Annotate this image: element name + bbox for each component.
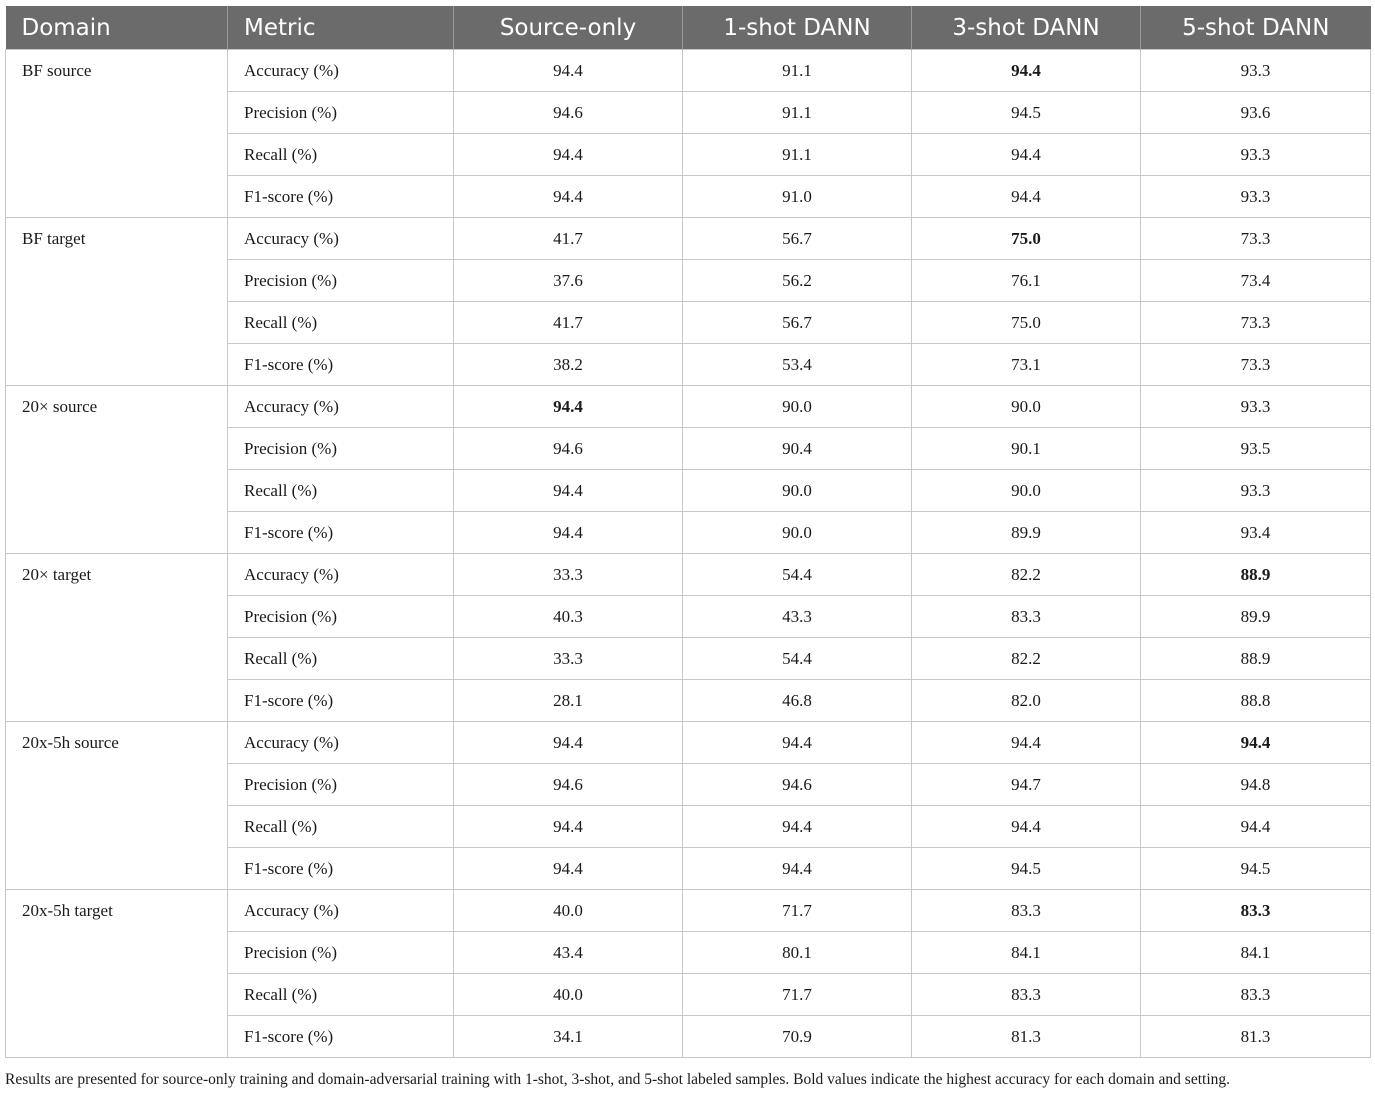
value-cell: 93.3 bbox=[1141, 470, 1371, 512]
value-cell: 91.1 bbox=[683, 50, 912, 92]
value-cell: 94.4 bbox=[454, 806, 683, 848]
value-cell: 89.9 bbox=[912, 512, 1141, 554]
metric-cell: Recall (%) bbox=[228, 302, 454, 344]
value-cell: 94.4 bbox=[1141, 722, 1371, 764]
results-table bbox=[5, 6, 1371, 1058]
metric-cell: F1-score (%) bbox=[228, 680, 454, 722]
metric-cell: Precision (%) bbox=[228, 260, 454, 302]
value-cell: 94.7 bbox=[912, 764, 1141, 806]
metric-cell: Accuracy (%) bbox=[228, 890, 454, 932]
header-5-shot-dann: 5-shot DANN bbox=[1141, 6, 1371, 50]
value-cell: 91.0 bbox=[683, 176, 912, 218]
value-cell: 94.4 bbox=[454, 512, 683, 554]
header-domain: Domain bbox=[6, 6, 228, 50]
value-cell: 83.3 bbox=[1141, 974, 1371, 1016]
metric-cell: Accuracy (%) bbox=[228, 554, 454, 596]
metric-cell: Accuracy (%) bbox=[228, 50, 454, 92]
header-metric: Metric bbox=[228, 6, 454, 50]
value-cell: 82.2 bbox=[912, 554, 1141, 596]
value-cell: 28.1 bbox=[454, 680, 683, 722]
value-cell: 73.1 bbox=[912, 344, 1141, 386]
value-cell: 94.4 bbox=[1141, 806, 1371, 848]
value-cell: 91.1 bbox=[683, 134, 912, 176]
value-cell: 93.3 bbox=[1141, 50, 1371, 92]
value-cell: 93.5 bbox=[1141, 428, 1371, 470]
value-cell: 90.0 bbox=[683, 470, 912, 512]
value-cell: 90.1 bbox=[912, 428, 1141, 470]
metric-cell: Recall (%) bbox=[228, 470, 454, 512]
value-cell: 94.4 bbox=[454, 176, 683, 218]
value-cell: 38.2 bbox=[454, 344, 683, 386]
value-cell: 90.0 bbox=[912, 470, 1141, 512]
value-cell: 94.4 bbox=[912, 176, 1141, 218]
value-cell: 46.8 bbox=[683, 680, 912, 722]
value-cell: 93.3 bbox=[1141, 134, 1371, 176]
table-row bbox=[6, 218, 1371, 260]
metric-cell: Accuracy (%) bbox=[228, 218, 454, 260]
value-cell: 94.4 bbox=[912, 50, 1141, 92]
value-cell: 94.4 bbox=[683, 848, 912, 890]
value-cell: 73.3 bbox=[1141, 302, 1371, 344]
metric-cell: Precision (%) bbox=[228, 764, 454, 806]
value-cell: 90.0 bbox=[683, 386, 912, 428]
metric-cell: F1-score (%) bbox=[228, 176, 454, 218]
metric-cell: F1-score (%) bbox=[228, 1016, 454, 1058]
metric-cell: Precision (%) bbox=[228, 932, 454, 974]
value-cell: 56.7 bbox=[683, 218, 912, 260]
table-body bbox=[6, 50, 1371, 1058]
domain-cell: 20× source bbox=[6, 386, 228, 554]
value-cell: 94.4 bbox=[454, 50, 683, 92]
value-cell: 73.3 bbox=[1141, 218, 1371, 260]
value-cell: 81.3 bbox=[912, 1016, 1141, 1058]
metric-cell: Recall (%) bbox=[228, 134, 454, 176]
value-cell: 88.9 bbox=[1141, 638, 1371, 680]
metric-cell: Precision (%) bbox=[228, 596, 454, 638]
value-cell: 37.6 bbox=[454, 260, 683, 302]
domain-cell: BF source bbox=[6, 50, 228, 218]
value-cell: 43.4 bbox=[454, 932, 683, 974]
value-cell: 94.4 bbox=[912, 806, 1141, 848]
value-cell: 53.4 bbox=[683, 344, 912, 386]
value-cell: 56.2 bbox=[683, 260, 912, 302]
value-cell: 73.4 bbox=[1141, 260, 1371, 302]
value-cell: 94.4 bbox=[912, 134, 1141, 176]
table-header bbox=[6, 6, 1371, 50]
value-cell: 94.4 bbox=[683, 722, 912, 764]
table-row bbox=[6, 722, 1371, 764]
value-cell: 94.4 bbox=[912, 722, 1141, 764]
metric-cell: Accuracy (%) bbox=[228, 722, 454, 764]
value-cell: 41.7 bbox=[454, 218, 683, 260]
metric-cell: Recall (%) bbox=[228, 806, 454, 848]
value-cell: 94.5 bbox=[912, 92, 1141, 134]
value-cell: 90.4 bbox=[683, 428, 912, 470]
value-cell: 40.0 bbox=[454, 974, 683, 1016]
metric-cell: F1-score (%) bbox=[228, 512, 454, 554]
value-cell: 83.3 bbox=[1141, 890, 1371, 932]
table-row bbox=[6, 386, 1371, 428]
value-cell: 94.8 bbox=[1141, 764, 1371, 806]
value-cell: 94.6 bbox=[454, 92, 683, 134]
value-cell: 94.5 bbox=[1141, 848, 1371, 890]
value-cell: 83.3 bbox=[912, 890, 1141, 932]
value-cell: 88.9 bbox=[1141, 554, 1371, 596]
value-cell: 94.4 bbox=[683, 806, 912, 848]
value-cell: 91.1 bbox=[683, 92, 912, 134]
value-cell: 71.7 bbox=[683, 890, 912, 932]
table-row bbox=[6, 890, 1371, 932]
metric-cell: F1-score (%) bbox=[228, 344, 454, 386]
value-cell: 82.2 bbox=[912, 638, 1141, 680]
value-cell: 94.6 bbox=[454, 764, 683, 806]
value-cell: 73.3 bbox=[1141, 344, 1371, 386]
metric-cell: Recall (%) bbox=[228, 974, 454, 1016]
value-cell: 94.4 bbox=[454, 470, 683, 512]
value-cell: 70.9 bbox=[683, 1016, 912, 1058]
value-cell: 94.4 bbox=[454, 848, 683, 890]
metric-cell: F1-score (%) bbox=[228, 848, 454, 890]
table-row bbox=[6, 50, 1371, 92]
value-cell: 33.3 bbox=[454, 554, 683, 596]
value-cell: 94.4 bbox=[454, 386, 683, 428]
value-cell: 54.4 bbox=[683, 638, 912, 680]
value-cell: 81.3 bbox=[1141, 1016, 1371, 1058]
value-cell: 93.6 bbox=[1141, 92, 1371, 134]
table-row bbox=[6, 554, 1371, 596]
value-cell: 80.1 bbox=[683, 932, 912, 974]
value-cell: 94.5 bbox=[912, 848, 1141, 890]
header-1-shot-dann: 1-shot DANN bbox=[683, 6, 912, 50]
value-cell: 76.1 bbox=[912, 260, 1141, 302]
value-cell: 93.3 bbox=[1141, 176, 1371, 218]
value-cell: 75.0 bbox=[912, 218, 1141, 260]
value-cell: 56.7 bbox=[683, 302, 912, 344]
header-source-only: Source-only bbox=[454, 6, 683, 50]
value-cell: 93.3 bbox=[1141, 386, 1371, 428]
value-cell: 94.4 bbox=[454, 722, 683, 764]
value-cell: 83.3 bbox=[912, 974, 1141, 1016]
value-cell: 82.0 bbox=[912, 680, 1141, 722]
value-cell: 88.8 bbox=[1141, 680, 1371, 722]
value-cell: 40.3 bbox=[454, 596, 683, 638]
value-cell: 54.4 bbox=[683, 554, 912, 596]
value-cell: 90.0 bbox=[683, 512, 912, 554]
value-cell: 94.6 bbox=[683, 764, 912, 806]
value-cell: 43.3 bbox=[683, 596, 912, 638]
value-cell: 83.3 bbox=[912, 596, 1141, 638]
domain-cell: 20× target bbox=[6, 554, 228, 722]
value-cell: 34.1 bbox=[454, 1016, 683, 1058]
value-cell: 33.3 bbox=[454, 638, 683, 680]
value-cell: 75.0 bbox=[912, 302, 1141, 344]
value-cell: 40.0 bbox=[454, 890, 683, 932]
value-cell: 94.4 bbox=[454, 134, 683, 176]
value-cell: 71.7 bbox=[683, 974, 912, 1016]
domain-cell: 20x-5h source bbox=[6, 722, 228, 890]
value-cell: 90.0 bbox=[912, 386, 1141, 428]
metric-cell: Precision (%) bbox=[228, 92, 454, 134]
metric-cell: Precision (%) bbox=[228, 428, 454, 470]
table-footnote: Results are presented for source-only training and domain-adversarial training with 1-shot, 3-shot, and 5-shot labeled samples. Bold values indicate the highest accuracy for each domain and setting. bbox=[5, 1071, 1230, 1088]
value-cell: 93.4 bbox=[1141, 512, 1371, 554]
value-cell: 94.6 bbox=[454, 428, 683, 470]
header-3-shot-dann: 3-shot DANN bbox=[912, 6, 1141, 50]
value-cell: 84.1 bbox=[912, 932, 1141, 974]
value-cell: 84.1 bbox=[1141, 932, 1371, 974]
metric-cell: Recall (%) bbox=[228, 638, 454, 680]
domain-cell: 20x-5h target bbox=[6, 890, 228, 1058]
value-cell: 41.7 bbox=[454, 302, 683, 344]
value-cell: 89.9 bbox=[1141, 596, 1371, 638]
domain-cell: BF target bbox=[6, 218, 228, 386]
header-row bbox=[6, 6, 1371, 50]
metric-cell: Accuracy (%) bbox=[228, 386, 454, 428]
